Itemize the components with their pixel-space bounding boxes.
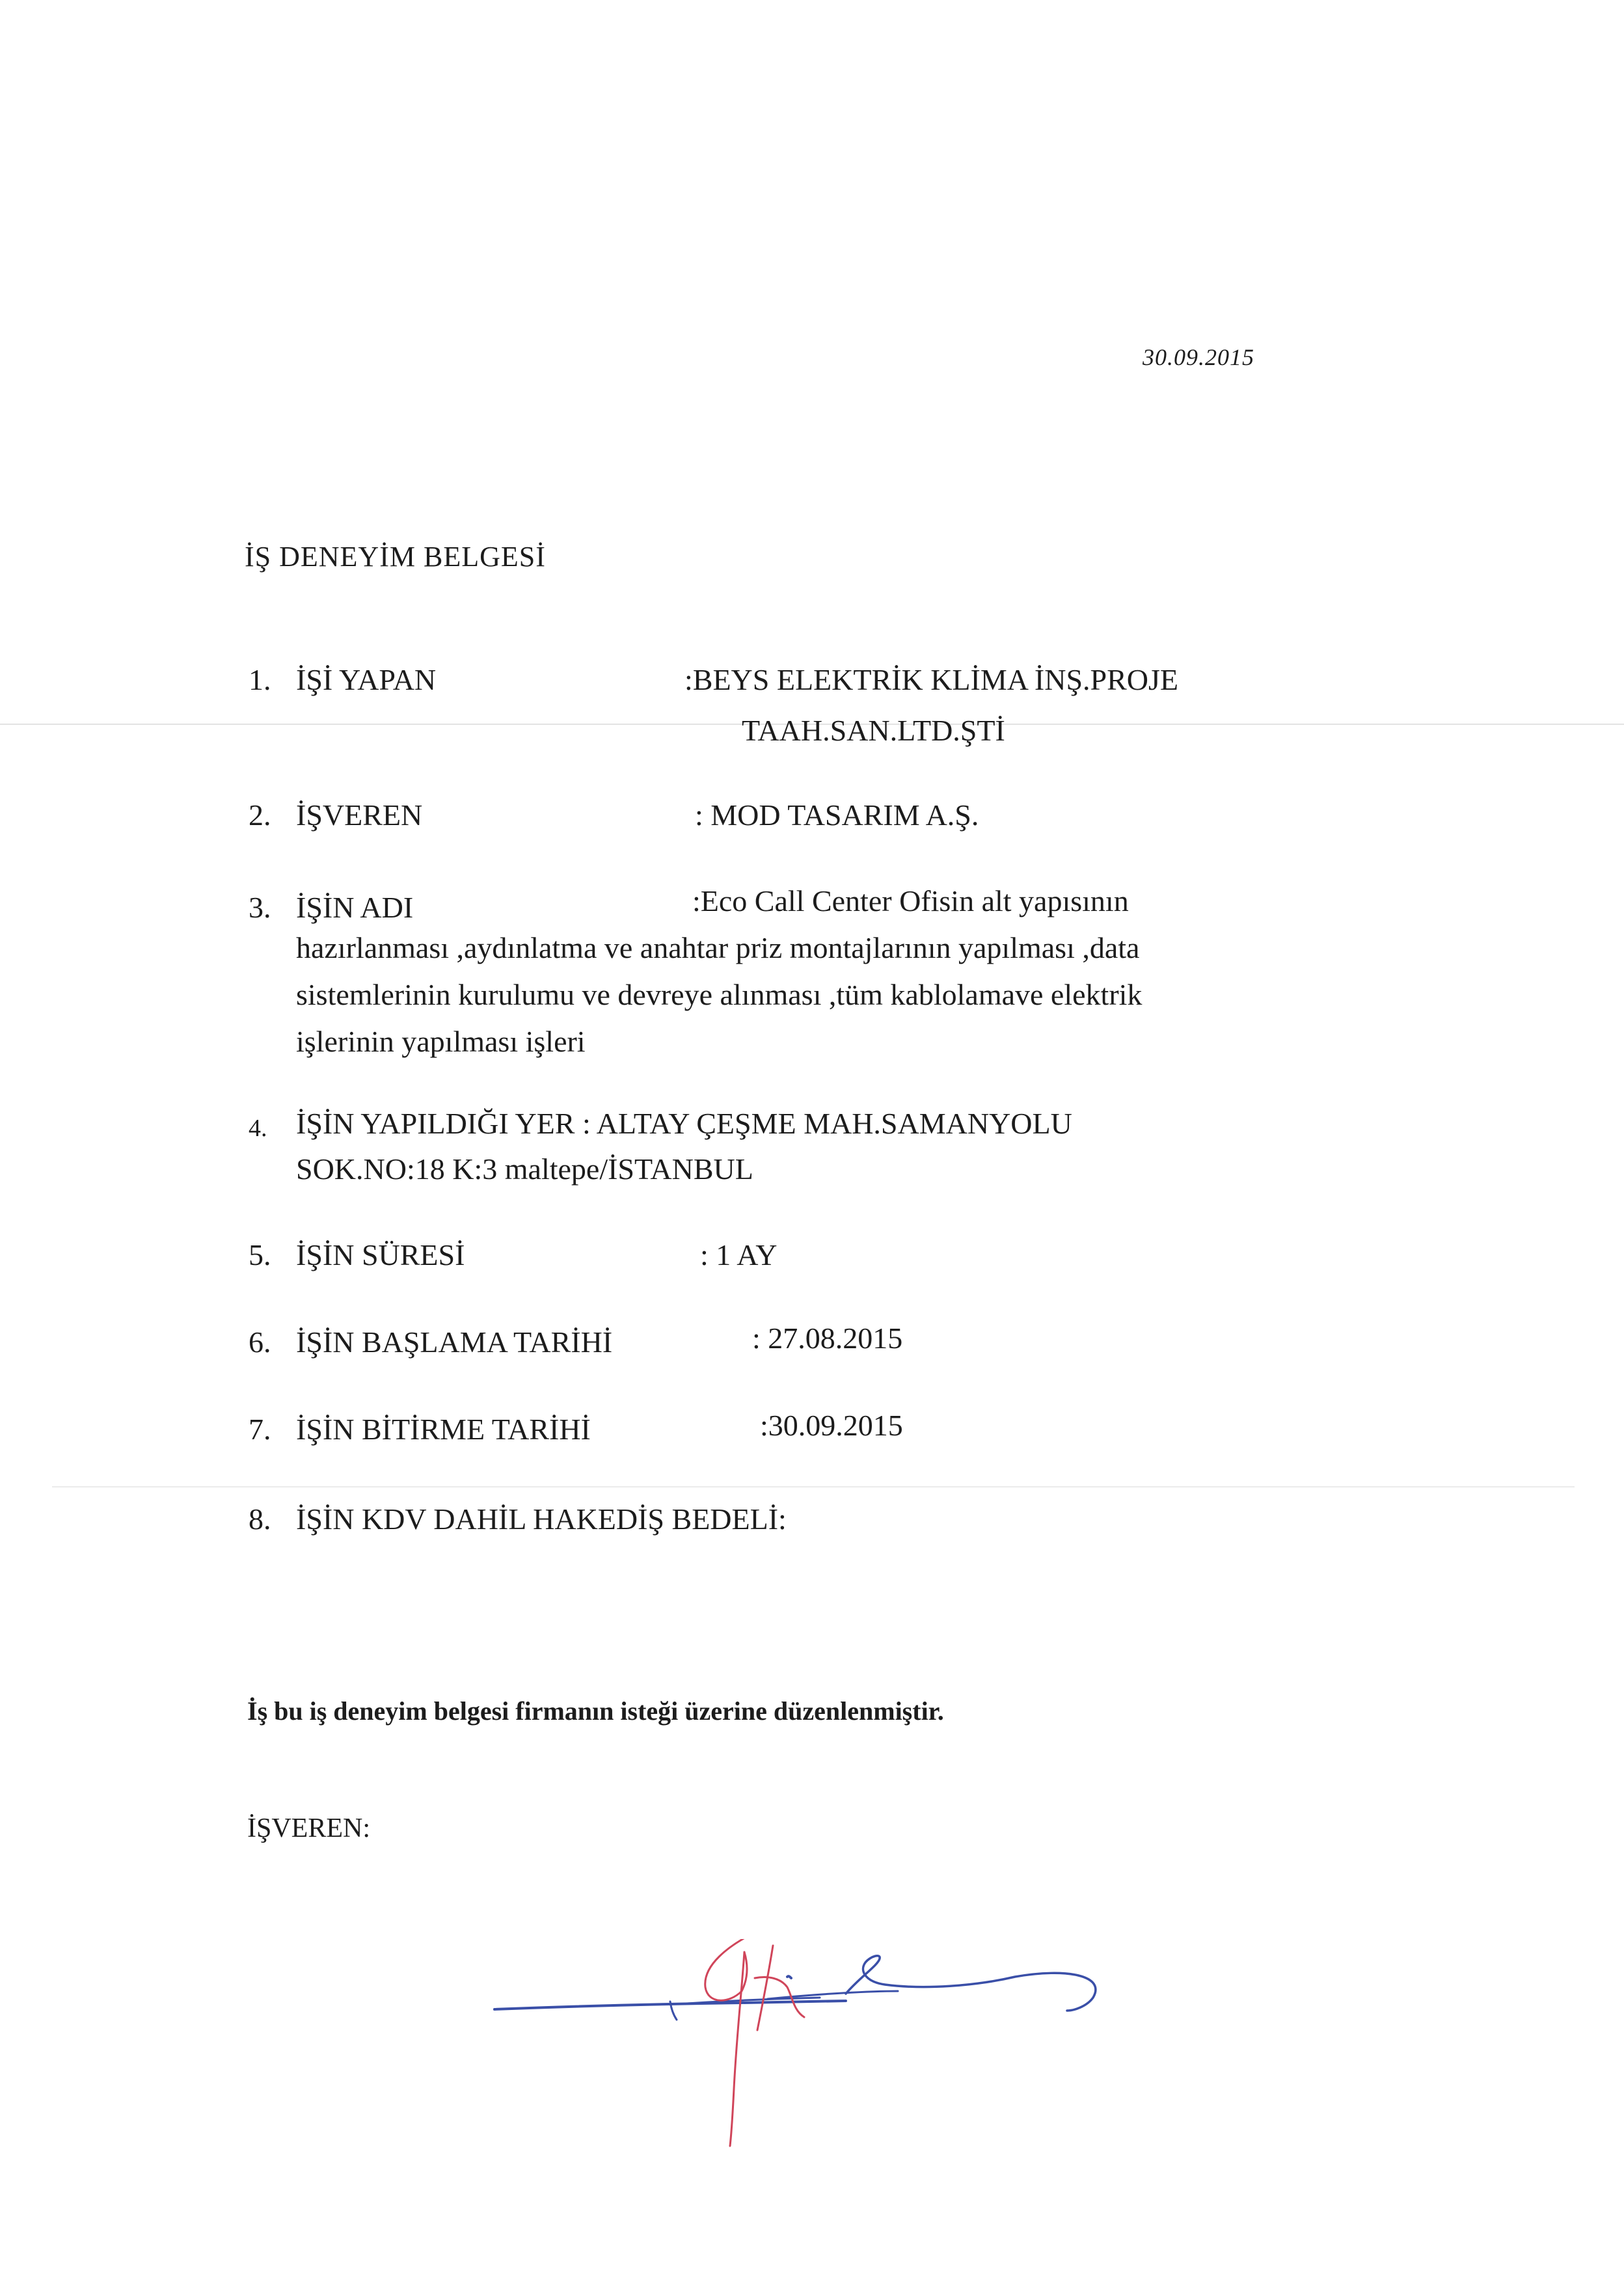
item-label-duration: İŞİN SÜRESİ <box>296 1238 465 1271</box>
item-value-end-date: :30.09.2015 <box>760 1409 903 1442</box>
item-value-job-name: :Eco Call Center Ofisin alt yapısının <box>692 884 1129 917</box>
item-number: 3. <box>249 891 271 924</box>
item-number: 5. <box>249 1238 271 1271</box>
scan-artifact-line <box>52 1486 1575 1487</box>
item-value-start-date: : 27.08.2015 <box>752 1322 903 1355</box>
item-value-duration: : 1 AY <box>700 1238 778 1271</box>
item-label-job-name: İŞİN ADI <box>296 891 414 924</box>
issuance-note: İş bu iş deneyim belgesi firmanın isteği üzerine düzenlenmiştir. <box>247 1696 944 1726</box>
item-value-worker: :BEYS ELEKTRİK KLİMA İNŞ.PROJE <box>684 663 1179 696</box>
item-value-location-cont: SOK.NO:18 K:3 maltepe/İSTANBUL <box>296 1152 753 1186</box>
item-number: 6. <box>249 1325 271 1359</box>
job-description-line: işlerinin yapılması işleri <box>296 1025 586 1058</box>
handwritten-signature <box>481 1939 1119 2147</box>
document-date: 30.09.2015 <box>1143 344 1254 370</box>
item-label-location: İŞİN YAPILDIĞI YER : ALTAY ÇEŞME MAH.SAMANYOLU <box>296 1107 1072 1140</box>
item-number: 1. <box>249 663 271 696</box>
item-label-progress-payment: İŞİN KDV DAHİL HAKEDİŞ BEDELİ: <box>296 1502 787 1536</box>
item-label-employer: İŞVEREN <box>296 798 423 832</box>
item-number: 2. <box>249 798 271 832</box>
item-label-worker: İŞİ YAPAN <box>296 663 437 696</box>
item-number: 4. <box>249 1115 267 1142</box>
job-description-line: sistemlerinin kurulumu ve devreye alınması ,tüm kablolamave elektrik <box>296 978 1143 1011</box>
item-value-worker-cont: TAAH.SAN.LTD.ŞTİ <box>742 714 1005 747</box>
job-description-line: hazırlanması ,aydınlatma ve anahtar priz montajlarının yapılması ,data <box>296 931 1140 964</box>
item-label-start-date: İŞİN BAŞLAMA TARİHİ <box>296 1325 613 1359</box>
employer-signature-label: İŞVEREN: <box>247 1813 370 1843</box>
item-value-employer: : MOD TASARIM A.Ş. <box>695 798 979 832</box>
document-title: İŞ DENEYİM BELGESİ <box>245 541 546 573</box>
item-number: 7. <box>249 1413 271 1446</box>
item-number: 8. <box>249 1502 271 1536</box>
item-label-end-date: İŞİN BİTİRME TARİHİ <box>296 1413 591 1446</box>
